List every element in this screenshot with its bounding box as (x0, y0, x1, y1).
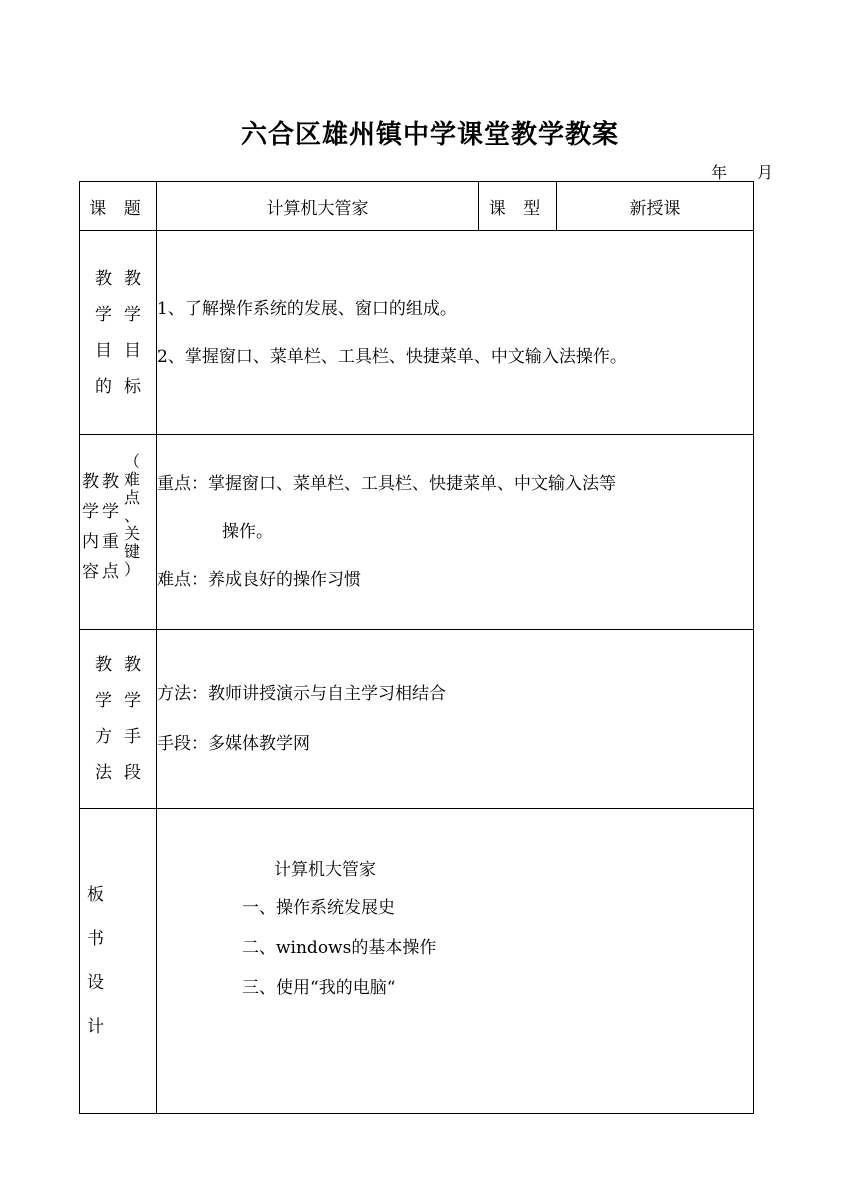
methods-label-col1: 教 学 方 法 (95, 655, 112, 783)
methods-row (80, 630, 754, 809)
board-content (157, 809, 754, 1114)
objectives-row (80, 231, 754, 435)
method-line: 方法：教师讲授演示与自主学习相结合 (157, 684, 446, 704)
page-title: 六合区雄州镇中学课堂教学教案 (240, 120, 619, 150)
objective-item: 1、了解操作系统的发展、窗口的组成。 (157, 298, 457, 319)
objectives-label-col1: 教 学 目 的 (95, 268, 112, 397)
type-label: 课 型 (479, 182, 557, 231)
topic-label: 课 题 (80, 182, 157, 231)
key-content-row (80, 435, 754, 630)
key-point-text: 掌握窗口、菜单栏、工具栏、快捷菜单、中文输入法等 (208, 474, 616, 494)
board-item: 三、使用“我的电脑“ (242, 978, 396, 998)
date-year-label: 年 (711, 163, 728, 182)
type-value: 新授课 (557, 182, 754, 231)
board-label: 板 书 设 计 (80, 809, 157, 1114)
board-title: 计算机大管家 (274, 860, 376, 880)
key-content-label-col1: 教 学 内 容 (82, 472, 99, 582)
board-item: 一、操作系统发展史 (242, 898, 395, 918)
means-line: 手段：多媒体教学网 (157, 734, 310, 754)
key-point-line (157, 460, 753, 508)
header-row (80, 182, 754, 231)
key-content-label (80, 435, 157, 630)
date-month-label: 月 (757, 163, 774, 182)
date-line (0, 160, 860, 180)
key-content-label-col2: 教 学 重 点 (102, 472, 119, 582)
key-point-prefix: 重点： (157, 474, 208, 494)
key-content-label-col3: （ 难 点 、 关 键 ） (124, 452, 141, 579)
methods-content (157, 630, 754, 809)
objectives-label-col2: 教 学 目 标 (124, 268, 141, 397)
key-point-continuation: 操作。 (222, 522, 273, 542)
lesson-plan-table (79, 181, 754, 1114)
topic-value: 计算机大管家 (157, 182, 479, 231)
objectives-label (80, 231, 157, 435)
objectives-content (157, 231, 754, 435)
key-content-text (157, 435, 754, 630)
difficulty-line: 难点：养成良好的操作习惯 (157, 570, 361, 590)
board-item: 二、windows的基本操作 (242, 938, 437, 958)
methods-label (80, 630, 157, 809)
methods-label-col2: 教 学 手 段 (124, 655, 141, 783)
board-row (80, 809, 754, 1114)
objective-item: 2、掌握窗口、菜单栏、工具栏、快捷菜单、中文输入法操作。 (157, 346, 627, 367)
